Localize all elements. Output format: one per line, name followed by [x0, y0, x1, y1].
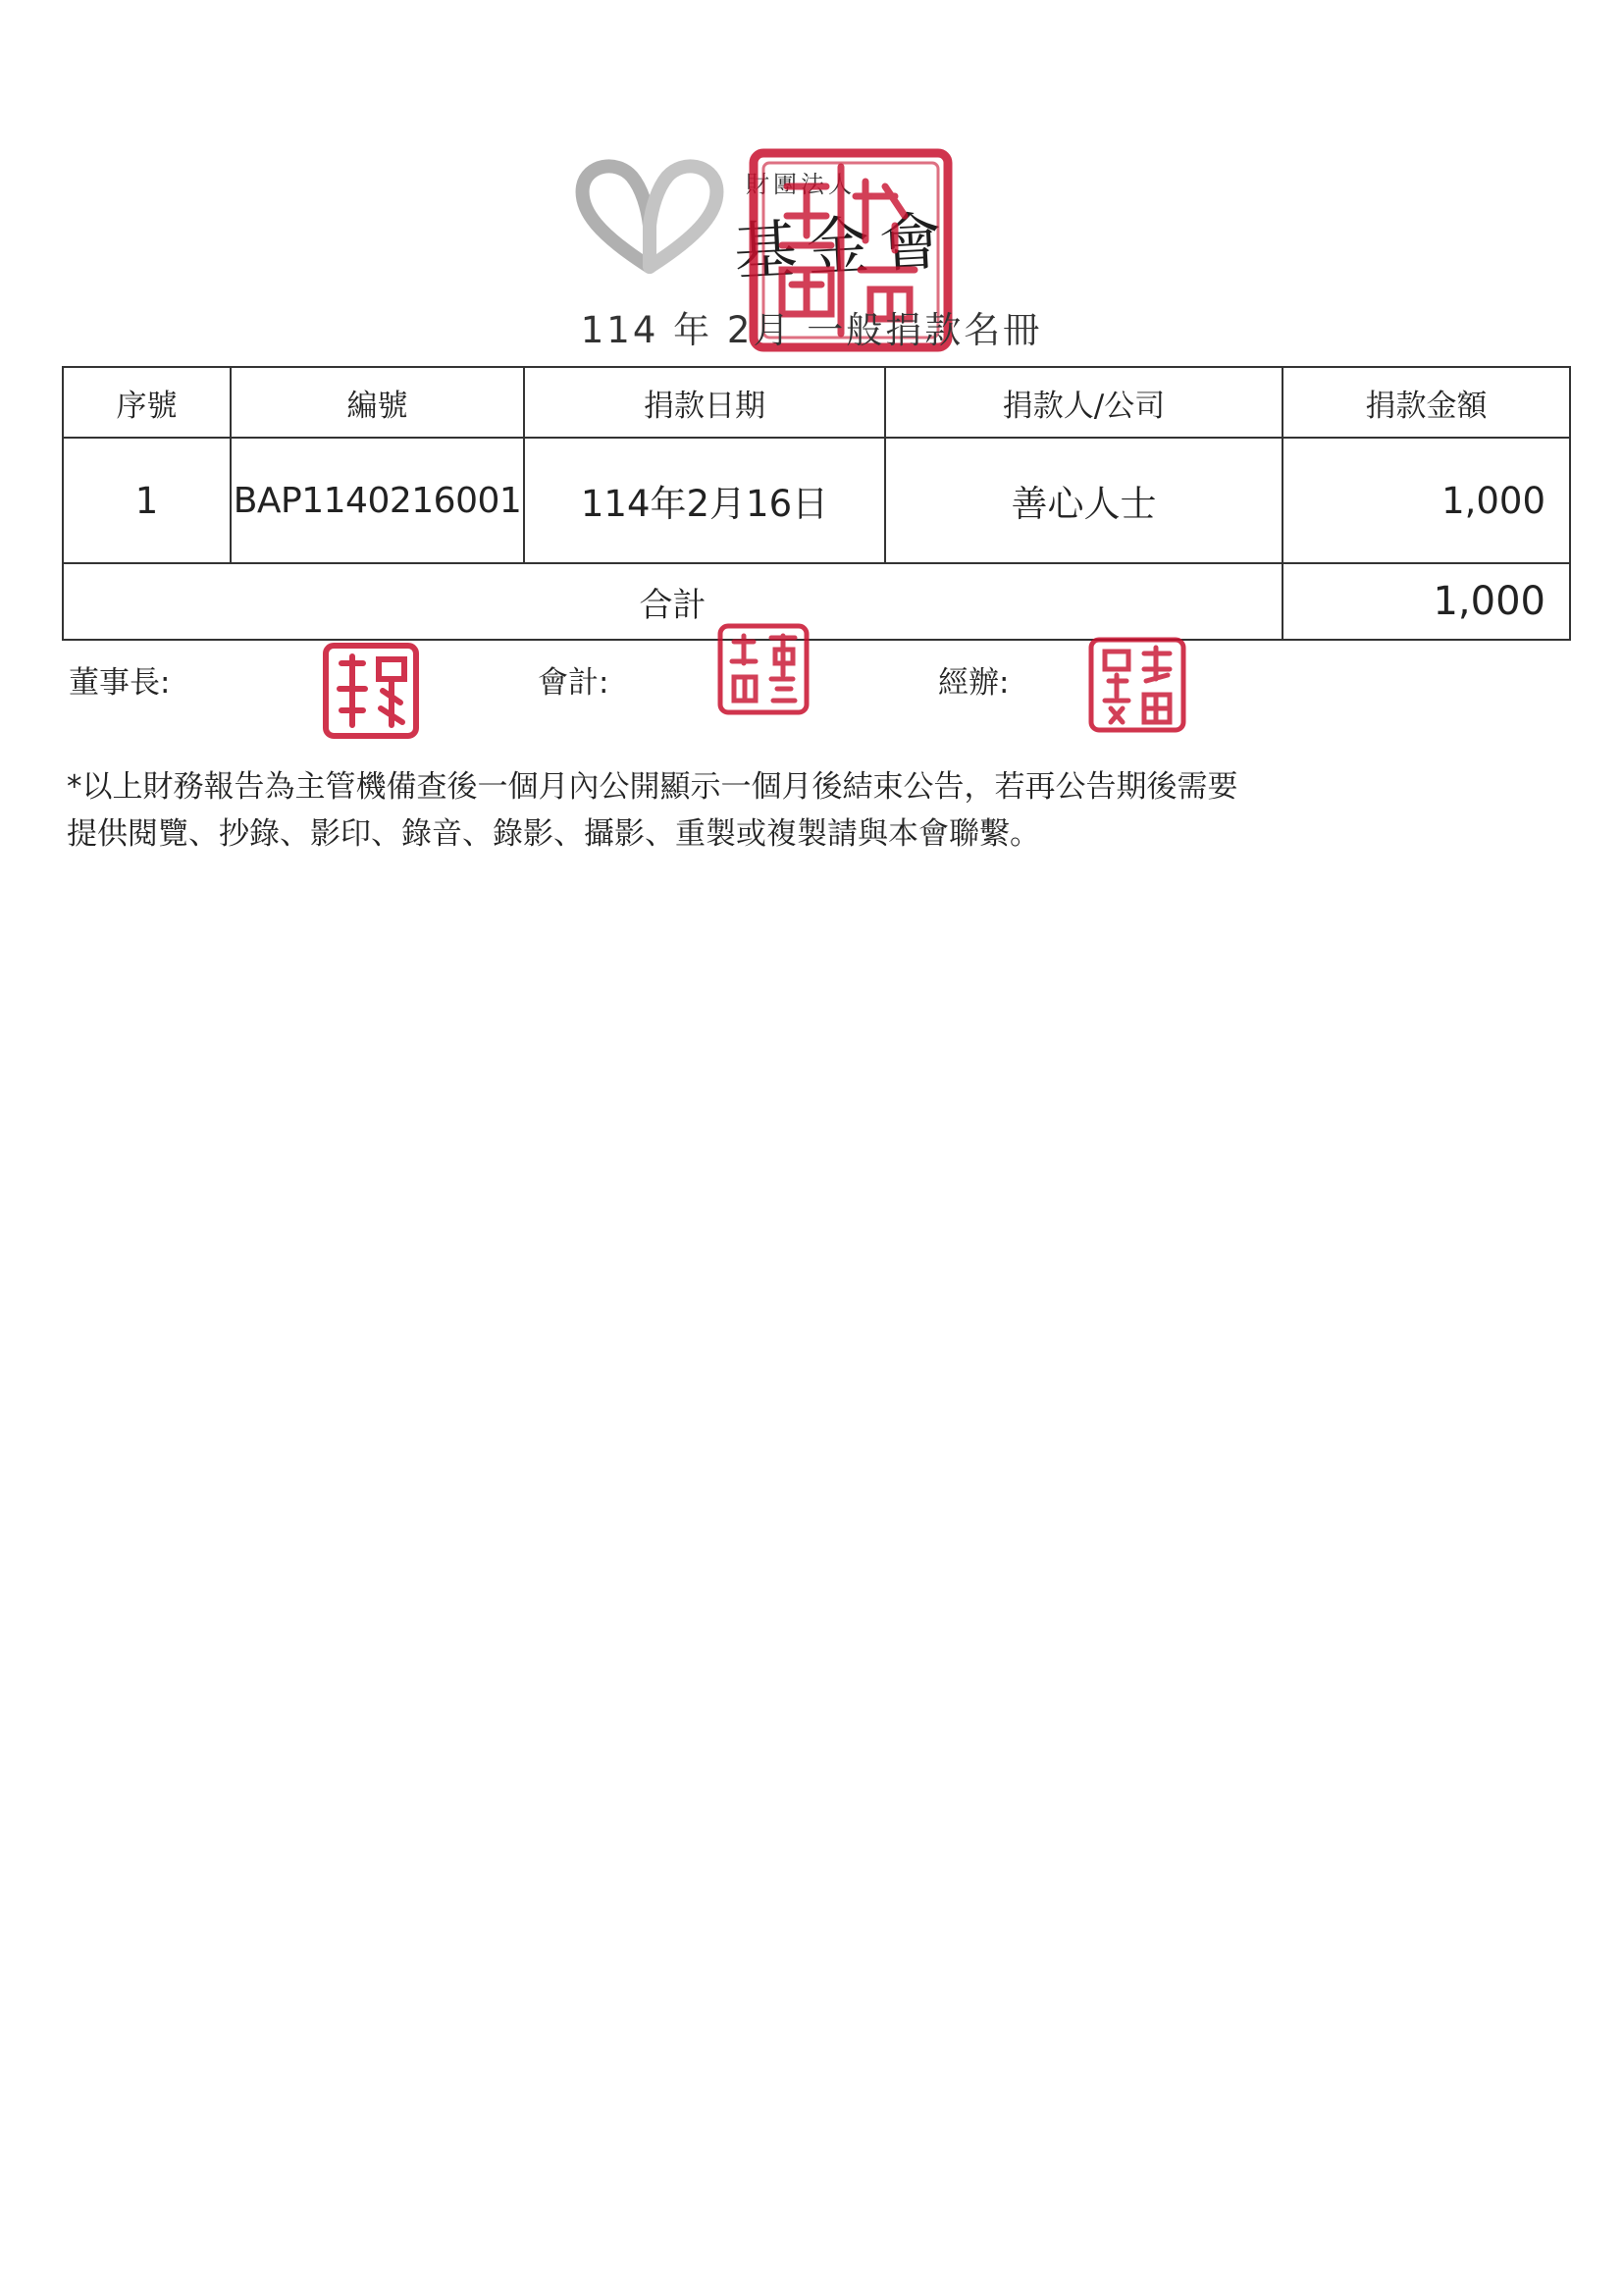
cell-amount: 1,000	[1283, 438, 1570, 563]
disclosure-notice: *以上財務報告為主管機備查後一個月內公開顯示一個月後結束公告，若再公告期後需要提供閱覽、抄錄、影印、錄音、錄影、攝影、重製或複製請與本會聯繫。	[67, 769, 1238, 852]
accountant-label: 會計:	[538, 665, 609, 701]
header-amount: 捐款金額	[1283, 367, 1570, 438]
document-title: 114 年 2月 一般捐款名冊	[580, 309, 1043, 351]
chairman-seal	[322, 642, 420, 740]
cell-date: 114年2月16日	[524, 438, 885, 563]
donation-table	[62, 366, 1571, 641]
table-row	[63, 438, 1570, 563]
table-header-row	[63, 367, 1570, 438]
accountant-seal	[716, 622, 811, 716]
org-name: 基金會	[732, 205, 954, 289]
total-amount: 1,000	[1283, 563, 1570, 640]
header-code: 編號	[231, 367, 524, 438]
handler-label: 經辦:	[938, 665, 1010, 701]
total-label: 合計	[63, 563, 1283, 640]
heart-logo	[571, 157, 728, 275]
cell-code: BAP1140216001	[231, 438, 524, 563]
chairman-label: 董事長:	[69, 665, 171, 701]
cell-seq: 1	[63, 438, 231, 563]
table-total-row	[63, 563, 1570, 640]
header-seq: 序號	[63, 367, 231, 438]
cell-donor: 善心人士	[885, 438, 1283, 563]
header-donor: 捐款人/公司	[885, 367, 1283, 438]
handler-seal	[1087, 636, 1187, 734]
header-date: 捐款日期	[524, 367, 885, 438]
org-prefix: 財團法人	[746, 171, 856, 198]
